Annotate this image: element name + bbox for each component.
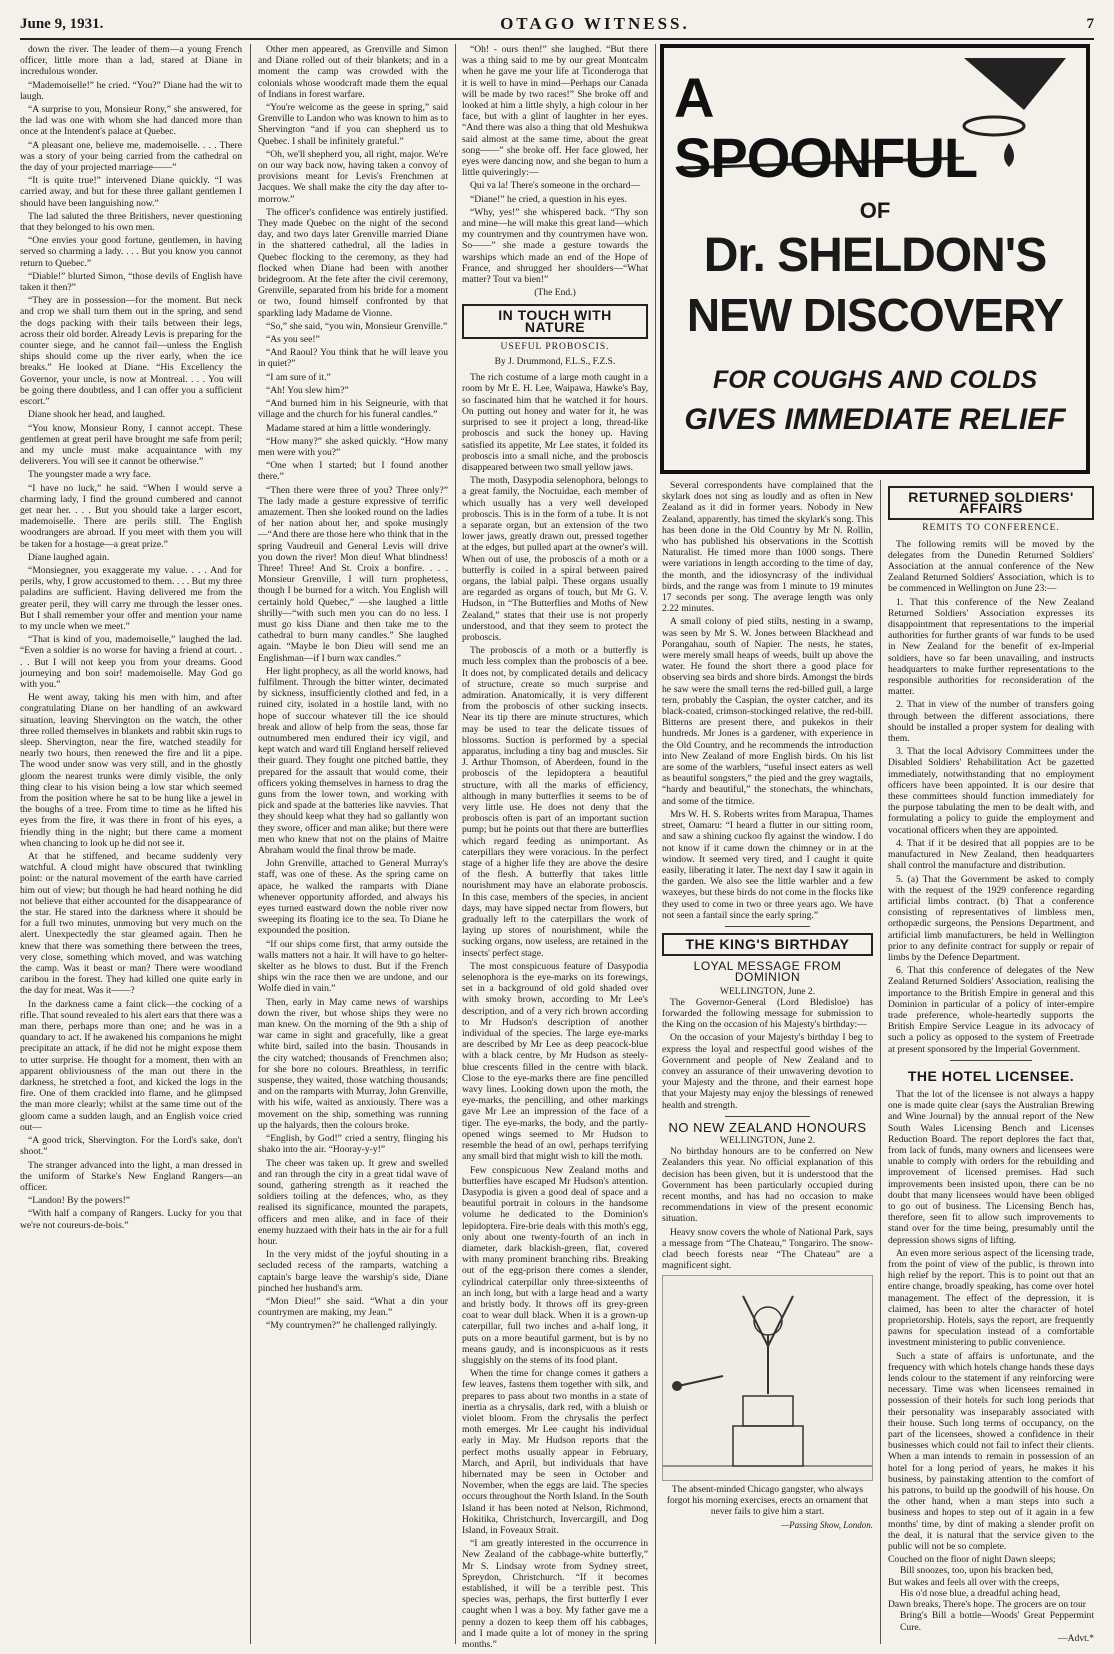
story-paragraph: The cheer was taken up. It grew and swelled and ran through the city in a great tidal wave of sound, gathering strength as it reached the soldiers toiling at the defences, who, as they realised its significance, mounted the parapets, officers and men alike, and in face of their enemy huzzaed with their hats in the air for a full hour. bbox=[258, 1157, 448, 1247]
kings-birthday-column bbox=[662, 480, 873, 1644]
story-paragraph: Diane shook her head, and laughed. bbox=[28, 409, 166, 421]
story-paragraph: “As you see!” bbox=[266, 334, 320, 346]
nature-paragraph: Several correspondents have complained that the skylark does not sing as loudly and as often in New Zealand as it did in former years. Nobody in New Zealand, apparently, has timed the skylark's song. This has been done in the Old Country by Mr N. Rollin, who has published his observations in the Scottish Naturalist. He timed more than 1000 songs. There were variations in length according to the time of day, the month, and the idiosyncrasy of the individual birds, and the range was from 1 minute to 19 minutes 17 seconds per song. The average length was only 2.22 minutes. bbox=[662, 480, 873, 615]
story-column-1 bbox=[20, 44, 242, 1644]
nature-column bbox=[462, 44, 648, 1651]
kings-paragraph: The Governor-General (Lord Bledisloe) has forwarded the following message for submission to the King on the occasion of his Majesty's birthday:— bbox=[662, 996, 873, 1031]
rsa-remit-paragraph: The following remits will be moved by the delegates from the Dunedin Returned Soldiers' Association at the annual conference of the New Zealand Returned Soldiers' Association, which is to be commenced in Wellington on June 23:— bbox=[888, 538, 1094, 595]
section-divider bbox=[950, 1060, 1032, 1061]
kings-dateline: WELLINGTON, June 2. bbox=[719, 985, 816, 997]
story-paragraph: “One envies your good fortune, gentlemen, in having served so charming a lady. . . . But you know you cannot return to Quebec.” bbox=[20, 235, 242, 269]
story-paragraph: down the river. The leader of them—a young French officer, little more than a lad, stared at Diane in incredulous wonder. bbox=[20, 44, 242, 78]
story-paragraph: Qui va la! There's someone in the orchard— bbox=[470, 180, 641, 192]
story-paragraph: “My countrymen?” he challenged rallyingly. bbox=[266, 1320, 438, 1332]
story-paragraph: “Diable!” blurted Simon, “those devils of English have taken it then?” bbox=[20, 270, 242, 294]
column-rule bbox=[880, 480, 881, 1644]
story-paragraph: “I have no luck,” he said. “When I would serve a charming lady, I find the ground cumbered and cannot get near her. . . . But you should take a larger escort, mademoiselle. There are perils still. The English woodrangers are abroad. If you meet with them you will be taken for a hostage—a great prize.” bbox=[20, 482, 242, 550]
story-paragraph: “That is kind of you, mademoiselle,” laughed the lad. “Even a soldier is no worse for having a friend at court. . . . But I will not keep you from your dreams. Good journeying and bon soir! mademoiselle. May God go with you.” bbox=[20, 634, 242, 690]
rsa-remit-paragraph: 1. That this conference of the New Zealand Returned Soldiers' Association expresses its disappointment that representations to the imperial authorities for further grants of war funds to be used in New Zealand for the benefit of ex-Imperial soldiers, have so far been unavailing, and instructs headquarters to make further representations to the responsible authorities for reconsideration of the matter. bbox=[888, 596, 1094, 698]
story-paragraph: The lad saluted the three Britishers, never questioning that they belonged to his own men. bbox=[20, 210, 242, 234]
section-divider bbox=[725, 1116, 809, 1117]
honours-paragraph: Heavy snow covers the whole of National Park, says a message from “The Chateau,” Tongariro. The snow-clad beech forests near “The Chateau” are a magnificent sight. bbox=[662, 1226, 873, 1272]
story-paragraph: “Oh! - ours then!” she laughed. “But there was a thing said to me by our great Montcalm when he gave me your life at Ticonderoga that it is well to have in mind—Perhaps our Canada will be made by two races!” She broke off and looked at him a little shyly, a high colour in her face, but with a glint of laughter in her eyes. “And there was also a thing that old Meshukwa said almost at the same time, about the great song——” she broke off. Her face glowed, her eyes were dancing now, and she began to hum a little quiveringly:— bbox=[462, 44, 648, 179]
verse-line: Dawn breaks, There's hope. The grocers are on tour bbox=[888, 1599, 1086, 1611]
story-paragraph: “They are in possession—for the moment. But neck and crop we shall turn them out in the spring, and send the dogs packing with their tails between their legs, across their old border. Already Levis is preparing for the counter siege, and he cannot fail—unless the English ships should come up the river early, when the ice breaks.” He looked at Diane. “His Excellency the Governor, your uncle, is now at Montreal. . . . You will be going there doubtless, and I can offer you a sufficient escort.” bbox=[20, 295, 242, 408]
ad-coughs-colds-text: FOR COUGHS AND COLDS bbox=[712, 366, 1038, 394]
column-rule bbox=[455, 44, 456, 1644]
honours-heading: NO NEW ZEALAND HONOURS bbox=[668, 1119, 867, 1135]
story-paragraph: “A surprise to you, Monsieur Rony,” she answered, for the lad was one with whom she had danced more than once at the Intendent's palace at Quebec. bbox=[20, 104, 242, 138]
story-paragraph: “So,” she said, “you win, Monsieur Grenville.” bbox=[266, 320, 448, 332]
page-header bbox=[20, 10, 1094, 40]
nature-paragraph: When the time for change comes it gathers a few leaves, fastens them together with silk, and prepares to pass about two months in a state of inertia as a chrysalis, dark red, with a bluish or violet bloom. From the chrysalis the perfect moth emerges. Mr Lee caught his individual early in May. Mr Hudson reports that the perfect moths usually appear in February, March, and April, but individuals that have hibernated may be seen in October and November, when the eggs are laid. The species occurs throughout the North Island. In the South Island it has been noted at Nelson, Richmond, Hokitika, Christchurch, Invercargill, and Dog Island, in Foveaux Strait. bbox=[462, 1368, 648, 1536]
story-paragraph: “Mon Dieu!” she said. “What a din your countrymen are making, my Jean.” bbox=[258, 1295, 448, 1319]
honours-paragraph: No birthday honours are to be conferred on New Zealanders this year. No official explanation of this decision has been given, but it is understood that the Government has been particularly occupied during recent months, and has had no occasion to make recommendations in view of the present economic situation. bbox=[662, 1146, 873, 1225]
story-paragraph: “Monsiegner, you exaggerate my value. . . . And for perils, why, I grow accustomed to them. . . . But my three paladins are sufficient. Having delivered me from the greater peril, they will carry me through the lesser ones. But I shall remember your offer and mention your name to my uncle when we meet.” bbox=[20, 564, 242, 632]
story-paragraph: “And burned him in his Seigneurie, with that village and the church for his funeral candles.” bbox=[258, 398, 448, 421]
story-paragraph: “How many?” she asked quickly. “How many men were with you?” bbox=[258, 435, 448, 458]
story-paragraph: “It is quite true!” intervened Diane quickly. “I was carried away, and but for these three gallant gentlemen I should have been languishing now.” bbox=[20, 175, 242, 209]
cartoon-caption: The absent-minded Chicago gangster, who always forgot his morning exercises, erects an ornament that never fails to give him a start. bbox=[666, 1484, 869, 1518]
story-paragraph: At that he stiffened, and became suddenly very watchful. A cloud might have obscured that twinkling point: or the natural movement of the earth have carried him out of view; but though he had heard nothing he did not believe that either accounted for the disappearance of the star. He stared into the darkness where it should be for a full two minutes, unmoving but very much on the alert. Unexpectedly the star gleamed again. Then he knew that there was something there between the trees, very close, something which moved, and was watching the camp. Was it beast or man? There were woodland caribou in the forest. They had killed one quite early in the day for meat. Was it——? bbox=[20, 851, 242, 997]
nature-paragraph: A small colony of pied stilts, nesting in a swamp, was seen by Mr S. W. Jones between Blackhead and Porangahau, south of Napier. The nests, he states, were merely small heaps of weeds, built up above the water. He found the short there a good place for observing sea birds and shore birds. Amongst the birds he saw were the small terns the red-billed gull, a large tern, probably the Caspian, the oyster catcher, and its black-coated, crimson-stockinged relative, the red-bill. Bitterns are present there, and pukekos in their hundreds. Mr Jones is a gardener, with experience in the Old Country, and he recommends the introduction into New Zealand of more English birds. On his list are some of the warblers, “useful insect eaters as well as beautiful songsters,” the pied and the grey wagtails, “hardy and beautiful,” the stonechats, the whinchats, and some of the titmice. bbox=[662, 616, 873, 807]
hotel-heading: THE HOTEL LICENSEE. bbox=[907, 1067, 1075, 1084]
nature-paragraph: The proboscis of a moth or a butterfly is much less complex than the proboscis of a bee. It does not, by complicated details and delicacy of structure, create so much surprise and admiration. Anatomically, it is very different from the proboscis of other sucking insects. Near its tip there are minute structures, which may be used to tear the delicate tissues of blossoms. Suction is performed by a special apparatus, including a tiny bag and muscles. Sir J. Arthur Thomson, of Aberdeen, found in the proboscis of the lepidoptera a beautiful structure, with all the marks of efficiency, although in many butterflies it seems to be of very little use. He does not deny that the proboscis often is part of an important suction pump; but he points out that there are butterflies which regard feeding as unimportant. As caterpillars they were voracious. In the perfect stage of a higher life they are above the desire of the flesh. A butterfly that takes little nourishment may have an elaborate proboscis. In this case, members of the species, in ancient days, may have sipped nectar from flowers, but gradually left to the caterpillars the work of laying up stores of nourishment, while the sucking organs, now useless, are retained in the insects' perfect stage. bbox=[462, 645, 648, 959]
verse-line: Bring's Bill a bottle—Woods' Great Peppermint Cure. bbox=[900, 1610, 1094, 1633]
gangster-cartoon bbox=[662, 1275, 873, 1480]
story-paragraph: “Oh, we'll shepherd you, all right, major. We're on our way back now, having taken a convoy of provisions meant for Levis's Frenchmen at Jacques. We shall make the city the day after to-morrow.” bbox=[258, 148, 448, 205]
kings-birthday-heading: THE KING'S BIRTHDAY bbox=[662, 933, 873, 956]
nature-paragraph: The most conspicuous feature of Dasypodia selenophora is the eye-marks on its forewings, set in a background of old gold shaded over with smoky brown, according to Mr Lee's description, and of a very rich brown according to Mr Hudson's description of another individual of the species. The large eye-marks are described by Mr Lee as deep peacock-blue with a black centre, by Mr Hudson as steely-blue crescents filled in the centre with black. Close to the eye-marks there are fine pencilled wavy lines. Looking down upon the moth, the eye-marks, the pencilling, and other markings gave Mr Lee an impression of the face of a tiger. The eye-marks, the body, and the partly-opened wings seemed to Mr Hudson to resemble the head of an owl, perhaps terrifying any small bird that might wish to kill the moth. bbox=[462, 960, 648, 1163]
verse-line: Bill snoozes, too, upon his bracken bed, bbox=[900, 1565, 1054, 1577]
nature-paragraph: The rich costume of a large moth caught in a room by Mr E. H. Lee, Waipawa, Hawke's Bay, so fascinated him that he watched it for hours. On putting out honey and water for it, he was surprised to see it project a long, thread-like proboscis and suck the honey up. Having satisfied its appetite, Mr Lee states, it folded its proboscis into a small niche, and the proboscis disappeared between two small yellow jaws. bbox=[462, 372, 648, 473]
story-paragraph: “Why, yes!” she whispered back. “Thy son and mine—he will make this great land—which my countrymen and thy countrymen have won. So——” she made a gesture towards the warships which made an end of the Hope of France, and shrugged her shoulders—“What matter? Tout va bien!” bbox=[462, 206, 648, 286]
issue-date: June 9, 1931. bbox=[20, 15, 104, 32]
page-number: 7 bbox=[1086, 15, 1094, 32]
hotel-paragraph: Such a state of affairs is unfortunate, and the frequency with which hotels change hands these days lends colour to the statement if any reinforcing were necessary. Time was when licensees remained in possession of their hotels for such long periods that their personality was inseparably associated with their house. Such long terms of occupancy, on the part of the licensees, showed a confidence in their businesses which could not fail to infect their clients. When a man intends to remain in possession of an hotel for a long period of years, he makes it his business, by painstaking attention to the comfort of his patrons, to build up the goodwill of his house. On the other hand, when a man steps into such a business and hopes to step out of it again in a few months' time, by dint of making a slender profit on the deal, it is natural that the service given to the public will not be so complete. bbox=[888, 1350, 1094, 1553]
story-paragraph: “And Raoul? You think that he will leave you in quiet?” bbox=[258, 347, 448, 370]
rsa-remit-paragraph: 6. That this conference of delegates of the New Zealand Returned Soldiers' Association, realising the importance to the British Empire in general and this Dominion in particular of a policy of inter-empire trade preference, whole-heartedly supports the British Empire Service League in its advocacy of such a policy as opposed to the system of Freetrade at present sponsored by the Imperial Government. bbox=[888, 965, 1094, 1055]
rsa-remit-paragraph: 5. (a) That the Government be asked to comply with the request of the 1929 conference regarding artificial limbs contract. (b) That a conference consisting of representatives of limbless men, orthopædic surgeons, the Pensions Department, and artificial limb manufacturers, be held in Wellington prior to any definite contract for supply or repair of limbs by the Defence Department. bbox=[888, 873, 1094, 963]
story-end: (The End.) bbox=[534, 287, 576, 299]
kings-paragraph: On the occasion of your Majesty's birthday I beg to express the loyal and respectful good wishes of the Government and people of New Zealand and to convey an assurance of their unwavering devotion to your Majesty and the throne, and their earnest hope that your Majesty may enjoy the blessings of renewed health and strength. bbox=[662, 1032, 873, 1111]
rsa-remit-paragraph: 3. That the local Advisory Committees under the Disabled Soldiers' Rehabilitation Act be gazetted immediately, notwithstanding that no employment officers have been appointed. It is our desire that these committees should function immediately for the purpose tabulating the men to be dealt with, and formulating a policy to guide the employment and vocational officers when they are appointed. bbox=[888, 746, 1094, 836]
nature-byline: By J. Drummond, F.L.S., F.Z.S. bbox=[494, 357, 616, 368]
story-paragraph: Madame stared at him a little wonderingly. bbox=[266, 422, 431, 434]
loyal-message-subheading: LOYAL MESSAGE FROM DOMINION bbox=[693, 959, 842, 985]
rsa-heading: RETURNED SOLDIERS' AFFAIRS bbox=[888, 486, 1094, 520]
story-paragraph: “Ah! You slew him?” bbox=[266, 384, 349, 396]
verse-line: —Advt.* bbox=[1058, 1632, 1094, 1644]
story-paragraph: “Landon! By the powers!” bbox=[28, 1195, 131, 1207]
ad-new-discovery-text: NEW DISCOVERY bbox=[686, 289, 1064, 341]
nature-paragraph: Mrs W. H. S. Roberts writes from Marapua, Thames street, Oamaru: “I heard a flutter in our sitting room, and saw a shining cuckoo fly against the window. I do not know if it came down the chimney or in at the window. It seemed very tired, and I caught it quite easily, liberating it later. The next day I saw it again in the garden. We also see the little warbler and a few waxeyes, but these birds do not come in the flocks like they used to come in two or three years ago. We have not seen a fantail since the early spring.” bbox=[662, 808, 873, 921]
story-paragraph: “Then there were three of you? Three only?” The lady made a gesture expressive of terrific amazement. Then she looked round on the ladies of her nation about her, and spoke musingly—“And there are those here who think that in the spring Vaudreuil and General Levis will drive you down the river! Mon dieu! What blindness! Three! Three! And St. Croix a bonfire. . . . Monsieur Grenville, I will turn prophetess, though I be burned for a witch. You English will certainly hold Quebec,” —she laughed a little shrilly—“with such men you can do no less. I must go kiss Diane and then take me to the cathedral to burn many candles.” She laughed again. “Maybe le bon Dieu will send me an Englishman—if I burn wax candles.” bbox=[258, 484, 448, 664]
hotel-paragraph: That the lot of the licensee is not always a happy one is made quite clear (says the Australian Brewing and Wine Journal) by the annual report of the New South Wales Licensing Bench and Licenses Reduction Board. The report deplores the fact that, from lack of funds, many owners and licensees were unable to comply with orders for the rebuilding and improvement of licensed premises. Had such improvements been insisted upon, there can be no doubt that many licensees would have been obliged to go out of business. The Licensing Bench has, therefore, seen fit to allow such improvements to stand over for the time being, presumably until the depression shows signs of lifting. bbox=[888, 1088, 1094, 1246]
hotel-paragraph: An even more serious aspect of the licensing trade, from the point of view of the public, is thrown into high relief by the report. This is to point out that an entire change, broadly speaking, has come over hotel management. The effect of the depression, it is claimed, has been to alter the character of hotel proprietorship. Hotels, says the report, are frequently pawns for speculation instead of a comfortable investment ministering to public convenience. bbox=[888, 1247, 1094, 1349]
ad-relief-text: GIVES IMMEDIATE RELIEF bbox=[684, 403, 1066, 436]
nature-paragraph: Few conspicuous New Zealand moths and butterflies have escaped Mr Hudson's attention. Dasypodia is given a good deal of space and a beautiful portrait in colours in the handsome volume he dedicated to the Dominion's lepidoptera. Fire-brie deals with this moth's egg, only about one twenty-fourth of an inch in diameter, dark blackish-green, flat, covered with many prominent branching ribs. Breaking out of the egg-prison there comes a slender, cylindrical caterpillar only three-sixteenths of an inch long, but with a large head and a warty and bristly body. It throws off its grey-green coat to wear dull black. When it is a grown-up caterpillar, full two inches and a-half long, it puts on a more beautiful garment, but is by no means gaudy, and is inconspicuous as it rests sluggishly on the stems of its food plant. bbox=[462, 1164, 648, 1366]
story-paragraph: In the very midst of the joyful shouting in a secluded recess of the ramparts, watching a captain's barge leave the warship's side, Diane pinched her husband's arm. bbox=[258, 1249, 448, 1294]
column-rule bbox=[655, 44, 656, 1644]
nature-paragraph: “I am greatly interested in the occurrence in New Zealand of the cabbage-white butterfly,” Mr S. Lindsay wrote from Sydney street, Spreydon, Christchurch. “If it becomes established, it will be a terrible pest. This species was, perhaps, the first butterfly I ever caught when I was a boy. My father gave me a penny a dozen to keep them off his cabbages, and I made quite a lot of money in the spring months.” bbox=[462, 1538, 648, 1651]
story-paragraph: “English, by God!” cried a sentry, flinging his shako into the air. “Hooray-y-y!” bbox=[258, 1133, 448, 1156]
cartoon-source: —Passing Show, London. bbox=[781, 1520, 873, 1531]
story-paragraph: Other men appeared, as Grenville and Simon and Diane rolled out of their blankets; and in a moment the camp was crowded with the colonials whose woodcraft made them the equal of Indians in forest warfare. bbox=[258, 44, 448, 100]
column-rule bbox=[250, 44, 251, 1644]
story-paragraph: The youngster made a wry face. bbox=[28, 469, 152, 481]
rsa-remit-paragraph: 2. That in view of the number of transfers going through between the different associations, there should be installed a proper system for dealing with them. bbox=[888, 699, 1094, 745]
story-paragraph: “You're welcome as the geese in spring,” said Grenville to Landon who was known to him as to Shervington “and if you can shepherd us to Quebec. I shall be infinitely grateful.” bbox=[258, 102, 448, 147]
nature-heading: IN TOUCH WITH NATURE bbox=[462, 304, 648, 338]
sheldons-advertisement bbox=[660, 44, 1090, 474]
story-paragraph: “A good trick, Shervington. For the Lord's sake, don't shoot.” bbox=[20, 1135, 242, 1158]
verse-line: His o'd nose blue, a dreadful aching head, bbox=[900, 1587, 1061, 1599]
newspaper-title: OTAGO WITNESS. bbox=[500, 14, 690, 33]
story-paragraph: Her light prophecy, as all the world knows, had fulfilment. Through the bitter winter, decimated by sickness, insufficiently clothed and fed, in a ruined city, isolated in a hostile land, with no hope of succour whatever till the ice should break and allow of help from the seas, those far outnumbered men endured their icy vigil, and kept watch and ward till England herself relieved their guard. They fought one pitched battle, they prepared for the assault that would come, their officers yoking themselves in harness to drag the guns from the lower town, and working with pick and spade at the batteries like navvies. That they should keep what they had so gallantly won they swore, officer and man alike; but there were men who knew that not on the plains of Maitre Abraham would the final throw be made. bbox=[258, 665, 448, 857]
cartoon-illustration bbox=[663, 1276, 872, 1476]
rsa-subheading: REMITS TO CONFERENCE. bbox=[922, 523, 1060, 534]
nature-subheading: USEFUL PROBOSCIS. bbox=[500, 341, 610, 352]
story-column-2 bbox=[258, 44, 448, 1644]
story-paragraph: He went away, taking his men with him, and after congratulating Diane on her handling of an awkward situation, leaving Shervington on the watch, the other three rolled themselves in blankets and rabbit skin rugs to sleep. Shervington, near the fire, watched steadily for nearly two hours, then renewed the fire and lit a pipe. The wood under snow was very still, and in the ghostly gloom the nearest trunks were dimly visible, the only thing clear to his vision being a low star which seemed from the position where he sat to be hung like a jewel in the boughs of a tree. From time to time as he lifted his eyes from the fire, it was there in front of his eyes, a friendly thing in the night; but there came a moment when chancing to look up he did not see it. bbox=[20, 692, 242, 849]
story-paragraph: Diane laughed again. bbox=[28, 551, 110, 563]
story-paragraph: “You know, Monsieur Rony, I cannot accept. These gentlemen at great peril have brought me safe from peril; and my uncle must make acquaintance with my deliverers. You will see it cannot be otherwise.” bbox=[20, 422, 242, 468]
story-paragraph: John Grenville, attached to General Murray's staff, was one of these. As the spring came on apace, he walked the ramparts with Diane whenever opportunity afforded, and always his eyes turned eastward down the noble river now sweeping its floating ice to the sea. To Diane he expounded the position. bbox=[258, 858, 448, 937]
section-divider bbox=[725, 926, 809, 927]
peppermint-cure-verse bbox=[888, 1554, 1094, 1644]
nature-paragraph: The moth, Dasypodia selenophora, belongs to a great family, the Noctuidae, each member of which usually has a very well developed proboscis. This is in the form of a tube. It is not a separate organ, but an extension of the two lower jaws, greatly drawn out, pressed together at the edges, but pulled apart at the owner's will. When out of use, the proboscis of a moth or a butterfly is coiled in a spiral between paired organs, the labial palpi. These organs usually are regarded as organs of touch, but Mr G. V. Hudson, in “The Butterflies and Moths of New Zealand,” states that their use is not properly understood, and that they seem to protect the proboscis. bbox=[462, 475, 648, 643]
honours-dateline: WELLINGTON, June 2. bbox=[719, 1134, 816, 1146]
rsa-remit-paragraph: 4. That if it be desired that all poppies are to be manufactured in New Zealand, then headquarters shall control the manufacture and distribution. bbox=[888, 837, 1094, 872]
story-paragraph: “With half a company of Rangers. Lucky for you that we're not coureurs-de-bois.” bbox=[20, 1208, 242, 1231]
story-paragraph: “A pleasant one, believe me, mademoiselle. . . . There was a story of your being carried from the cathedral on the day of your projected marriage——” bbox=[20, 139, 242, 174]
story-paragraph: “Diane!” he cried, a question in his eyes. bbox=[470, 193, 627, 205]
story-paragraph: “If our ships come first, that army outside the walls matters not a hair. It will have to go helter-skelter as he blows to dust. But if the French ships win the race then we are undone, and our Wolfe died in vain.” bbox=[258, 938, 448, 995]
ad-sheldons-text: Dr. SHELDON'S bbox=[703, 229, 1047, 282]
verse-line: Couched on the floor of night Dawn sleeps; bbox=[888, 1554, 1056, 1566]
story-paragraph: “I am sure of it.” bbox=[266, 371, 331, 383]
story-paragraph: The stranger advanced into the light, a man dressed in the uniform of Starke's New England Rangers—an officer. bbox=[20, 1159, 242, 1193]
verse-line: But wakes and feels all over with the creeps, bbox=[888, 1576, 1060, 1588]
story-paragraph: “Mademoiselle!” he cried. “You?” Diane had the wit to laugh. bbox=[20, 79, 242, 102]
story-paragraph: Then, early in May came news of warships down the river, but whose ships they were no man knew. On the morning of the 9th a ship of war came in sight and gracefully, like a great white bird, sailed into the basin. Thousands in the city watched; thousands of Frenchmen also; for she bore no colours. Breathless, in terrific suspense, they waited, those watching thousands; and on the ramparts with Murray, John Grenville, with his wife, waited as anxiously. There was a movement on the ship, something was running up the halyards, then the colours broke. bbox=[258, 996, 448, 1131]
story-paragraph: In the darkness came a faint click—the cocking of a rifle. That sound revealed to his alert ears that there was a man there, perhaps more than one; and he was in a quandary to act. If he awakened his companions he might precipitate an attack, if he did not he might expose them to utter surprise. He thought for a moment, then with an apparent obliviousness of the man out there in the darkness, he stretched a foot, and kicked the logs in the fire. One of them crackled into flame, and he glimpsed the man more clearly; whilst at the same time out of the gloom came a sudden laugh, and an English voice cried out— bbox=[20, 998, 242, 1133]
story-paragraph: The officer's confidence was entirely justified. They made Quebec on the night of the second day, and two days later Grenville married Diane in the shattered cathedral, all the ladies in Quebec flocking to the ceremony, as they had flocked when Diane had been with another bridegroom. At the fete after the civil ceremony, Grenville, separated from his bride for a moment or two, found himself confronted by that sparkling lady Madame de Vionne. bbox=[258, 206, 448, 319]
rsa-hotel-column bbox=[888, 480, 1094, 1644]
story-paragraph: “One when I started; but I found another there.” bbox=[258, 460, 448, 483]
ad-of-text: OF bbox=[859, 198, 891, 223]
ad-spoonful-text: A SPOONFUL bbox=[674, 66, 978, 189]
